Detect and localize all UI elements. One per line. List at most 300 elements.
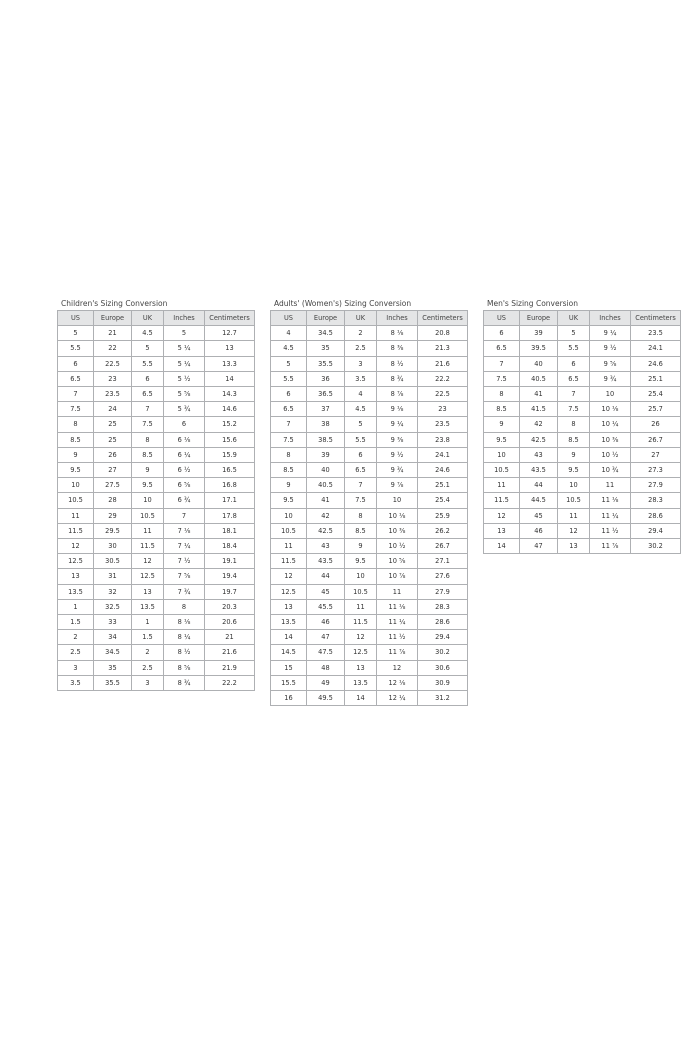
cell-europe: 43: [307, 539, 345, 554]
cell-us: 7: [484, 356, 520, 371]
cell-uk: 2: [345, 326, 377, 341]
cell-europe: 37: [307, 402, 345, 417]
cell-us: 13: [58, 569, 94, 584]
cell-inches: 11: [377, 584, 418, 599]
table-row: [58, 660, 255, 675]
cell-uk: 10: [132, 493, 164, 508]
table-row: [271, 554, 468, 569]
cell-uk: 3.5: [345, 371, 377, 386]
cell-uk: 7.5: [132, 417, 164, 432]
table-row: [58, 447, 255, 462]
cell-inches: 5 ½: [164, 371, 205, 386]
cell-us: 12: [271, 569, 307, 584]
cell-europe: 41.5: [520, 402, 558, 417]
table-row: [271, 630, 468, 645]
cell-us: 7: [58, 387, 94, 402]
cell-centimeters: 27.1: [418, 554, 468, 569]
table-row: [58, 554, 255, 569]
cell-inches: 11 ⅞: [590, 539, 631, 554]
cell-inches: 7 ¼: [164, 539, 205, 554]
cell-inches: 10 ⅛: [590, 402, 631, 417]
cell-uk: 7.5: [345, 493, 377, 508]
cell-uk: 12.5: [345, 645, 377, 660]
cell-europe: 34.5: [94, 645, 132, 660]
cell-europe: 40.5: [307, 478, 345, 493]
cell-us: 16: [271, 691, 307, 706]
cell-centimeters: 13.3: [205, 356, 255, 371]
cell-uk: 4: [345, 387, 377, 402]
table-row: [58, 463, 255, 478]
cell-us: 9: [271, 478, 307, 493]
cell-uk: 7: [345, 478, 377, 493]
cell-inches: 5 ⅝: [164, 387, 205, 402]
cell-centimeters: 28.6: [631, 508, 681, 523]
cell-europe: 41: [520, 387, 558, 402]
cell-inches: 11 ½: [590, 523, 631, 538]
cell-europe: 40: [307, 463, 345, 478]
table-header-row: [271, 311, 468, 326]
cell-uk: 5.5: [558, 341, 590, 356]
cell-inches: 12 ⅛: [377, 675, 418, 690]
cell-uk: 11: [345, 599, 377, 614]
cell-uk: 10.5: [558, 493, 590, 508]
cell-inches: 8 ⅞: [377, 387, 418, 402]
table-row: [58, 356, 255, 371]
cell-inches: 9 ⅜: [377, 432, 418, 447]
cell-inches: 9 ¼: [590, 326, 631, 341]
cell-europe: 21: [94, 326, 132, 341]
cell-europe: 42: [520, 417, 558, 432]
cell-europe: 38: [307, 417, 345, 432]
table-row: [271, 615, 468, 630]
column-header-europe: Europe: [520, 311, 558, 326]
cell-us: 8.5: [484, 402, 520, 417]
cell-inches: 9 ¾: [377, 463, 418, 478]
cell-uk: 13: [345, 660, 377, 675]
table-row: [58, 402, 255, 417]
cell-inches: 6 ¾: [164, 493, 205, 508]
cell-us: 13: [484, 523, 520, 538]
cell-inches: 6 ⅝: [164, 478, 205, 493]
cell-europe: 41: [307, 493, 345, 508]
cell-uk: 9: [558, 447, 590, 462]
cell-us: 14: [271, 630, 307, 645]
cell-centimeters: 16.8: [205, 478, 255, 493]
cell-centimeters: 23.8: [418, 432, 468, 447]
cell-inches: 6: [164, 417, 205, 432]
cell-us: 8: [484, 387, 520, 402]
table-row: [58, 478, 255, 493]
cell-centimeters: 14.3: [205, 387, 255, 402]
cell-centimeters: 18.1: [205, 523, 255, 538]
cell-centimeters: 27.9: [631, 478, 681, 493]
cell-centimeters: 21.6: [205, 645, 255, 660]
cell-europe: 44: [307, 569, 345, 584]
cell-europe: 30.5: [94, 554, 132, 569]
cell-inches: 7 ⅛: [164, 523, 205, 538]
cell-centimeters: 30.2: [418, 645, 468, 660]
cell-uk: 9: [132, 463, 164, 478]
cell-europe: 40: [520, 356, 558, 371]
column-header-us: US: [484, 311, 520, 326]
table-row: [484, 402, 681, 417]
cell-uk: 10: [558, 478, 590, 493]
cell-centimeters: 31.2: [418, 691, 468, 706]
cell-europe: 39: [307, 447, 345, 462]
cell-centimeters: 24.6: [631, 356, 681, 371]
cell-us: 7.5: [484, 371, 520, 386]
table-row: [271, 356, 468, 371]
table-row: [58, 341, 255, 356]
cell-inches: 11 ⅞: [377, 645, 418, 660]
table-row: [484, 478, 681, 493]
cell-us: 7: [271, 417, 307, 432]
cell-centimeters: 25.9: [418, 508, 468, 523]
cell-inches: 10 ¼: [590, 417, 631, 432]
cell-uk: 6.5: [558, 371, 590, 386]
mens-sizing-title: Men's Sizing Conversion: [487, 299, 579, 308]
cell-uk: 5: [132, 341, 164, 356]
cell-uk: 8: [558, 417, 590, 432]
cell-europe: 34.5: [307, 326, 345, 341]
cell-uk: 13: [132, 584, 164, 599]
table-row: [484, 432, 681, 447]
cell-uk: 8.5: [345, 523, 377, 538]
cell-europe: 29: [94, 508, 132, 523]
children-sizing-table: [57, 310, 255, 691]
cell-europe: 36: [307, 371, 345, 386]
cell-europe: 31: [94, 569, 132, 584]
table-row: [484, 417, 681, 432]
cell-centimeters: 20.3: [205, 599, 255, 614]
cell-uk: 14: [345, 691, 377, 706]
cell-centimeters: 21.6: [418, 356, 468, 371]
cell-europe: 35.5: [307, 356, 345, 371]
cell-us: 6: [58, 356, 94, 371]
cell-centimeters: 27.6: [418, 569, 468, 584]
cell-centimeters: 23.5: [631, 326, 681, 341]
table-row: [58, 599, 255, 614]
cell-inches: 10 ⅝: [377, 554, 418, 569]
cell-uk: 8.5: [558, 432, 590, 447]
cell-europe: 36.5: [307, 387, 345, 402]
cell-centimeters: 25.1: [418, 478, 468, 493]
cell-europe: 24: [94, 402, 132, 417]
mens-sizing-rows: [484, 326, 681, 554]
cell-centimeters: 21.3: [418, 341, 468, 356]
table-row: [58, 645, 255, 660]
table-row: [484, 326, 681, 341]
table-row: [271, 523, 468, 538]
cell-inches: 6 ¼: [164, 447, 205, 462]
cell-uk: 2: [132, 645, 164, 660]
cell-inches: 9 ¾: [590, 371, 631, 386]
cell-uk: 10: [345, 569, 377, 584]
table-row: [271, 387, 468, 402]
cell-europe: 44: [520, 478, 558, 493]
column-header-centimeters: Centimeters: [631, 311, 681, 326]
cell-uk: 12: [558, 523, 590, 538]
cell-us: 11: [484, 478, 520, 493]
cell-centimeters: 27: [631, 447, 681, 462]
table-row: [271, 691, 468, 706]
cell-uk: 13.5: [132, 599, 164, 614]
table-row: [271, 645, 468, 660]
table-row: [484, 371, 681, 386]
cell-us: 9: [484, 417, 520, 432]
cell-europe: 49: [307, 675, 345, 690]
cell-uk: 12: [132, 554, 164, 569]
cell-uk: 3: [345, 356, 377, 371]
cell-europe: 27: [94, 463, 132, 478]
table-row: [58, 387, 255, 402]
cell-uk: 1.5: [132, 630, 164, 645]
cell-centimeters: 28.3: [631, 493, 681, 508]
cell-inches: 9 ½: [377, 447, 418, 462]
column-header-europe: Europe: [307, 311, 345, 326]
table-header-row: [58, 311, 255, 326]
cell-us: 10: [271, 508, 307, 523]
mens-sizing-panel: [483, 298, 681, 554]
cell-inches: 8 ⅛: [164, 615, 205, 630]
table-row: [484, 523, 681, 538]
cell-uk: 8: [132, 432, 164, 447]
cell-us: 11.5: [484, 493, 520, 508]
cell-us: 1.5: [58, 615, 94, 630]
cell-uk: 11.5: [345, 615, 377, 630]
cell-inches: 8 ⅛: [377, 326, 418, 341]
cell-uk: 7.5: [558, 402, 590, 417]
cell-inches: 8 ¾: [164, 675, 205, 690]
cell-europe: 30: [94, 539, 132, 554]
table-row: [484, 341, 681, 356]
cell-europe: 32: [94, 584, 132, 599]
cell-inches: 9 ¼: [377, 417, 418, 432]
cell-centimeters: 23: [418, 402, 468, 417]
cell-inches: 8: [164, 599, 205, 614]
cell-uk: 11: [132, 523, 164, 538]
cell-centimeters: 26: [631, 417, 681, 432]
cell-europe: 49.5: [307, 691, 345, 706]
cell-inches: 12 ¼: [377, 691, 418, 706]
cell-inches: 7: [164, 508, 205, 523]
cell-centimeters: 19.4: [205, 569, 255, 584]
cell-centimeters: 15.9: [205, 447, 255, 462]
cell-inches: 6 ⅛: [164, 432, 205, 447]
cell-inches: 7 ½: [164, 554, 205, 569]
cell-europe: 34: [94, 630, 132, 645]
table-row: [271, 463, 468, 478]
table-row: [58, 675, 255, 690]
table-row: [484, 508, 681, 523]
cell-centimeters: 13: [205, 341, 255, 356]
cell-us: 8: [271, 447, 307, 462]
cell-inches: 11 ½: [377, 630, 418, 645]
cell-us: 5.5: [271, 371, 307, 386]
cell-us: 12.5: [271, 584, 307, 599]
cell-us: 3: [58, 660, 94, 675]
cell-inches: 9 ⅝: [590, 356, 631, 371]
cell-inches: 5 ¼: [164, 356, 205, 371]
table-row: [484, 463, 681, 478]
cell-us: 5.5: [58, 341, 94, 356]
cell-inches: 9 ½: [590, 341, 631, 356]
cell-centimeters: 24.1: [631, 341, 681, 356]
cell-us: 6.5: [484, 341, 520, 356]
children-sizing-title: Children's Sizing Conversion: [61, 299, 168, 308]
cell-uk: 8.5: [132, 447, 164, 462]
cell-us: 12.5: [58, 554, 94, 569]
cell-us: 9: [58, 447, 94, 462]
cell-centimeters: 30.2: [631, 539, 681, 554]
cell-centimeters: 16.5: [205, 463, 255, 478]
cell-centimeters: 15.6: [205, 432, 255, 447]
cell-centimeters: 20.8: [418, 326, 468, 341]
cell-uk: 9.5: [132, 478, 164, 493]
cell-us: 1: [58, 599, 94, 614]
cell-inches: 8 ¾: [377, 371, 418, 386]
cell-inches: 10 ½: [377, 539, 418, 554]
cell-inches: 7 ⅝: [164, 569, 205, 584]
cell-inches: 8 ⅝: [164, 660, 205, 675]
table-row: [271, 675, 468, 690]
table-row: [58, 569, 255, 584]
cell-uk: 6.5: [132, 387, 164, 402]
cell-inches: 10 ⅜: [590, 432, 631, 447]
cell-inches: 10 ⅜: [377, 523, 418, 538]
cell-uk: 5.5: [345, 432, 377, 447]
adults-womens-sizing-panel: [270, 298, 468, 706]
cell-us: 7.5: [58, 402, 94, 417]
cell-centimeters: 20.6: [205, 615, 255, 630]
cell-centimeters: 17.8: [205, 508, 255, 523]
cell-centimeters: 17.1: [205, 493, 255, 508]
table-header-row: [484, 311, 681, 326]
cell-us: 2: [58, 630, 94, 645]
cell-uk: 2.5: [345, 341, 377, 356]
cell-centimeters: 24.6: [418, 463, 468, 478]
cell-europe: 40.5: [520, 371, 558, 386]
table-row: [58, 508, 255, 523]
cell-us: 9.5: [271, 493, 307, 508]
cell-us: 5: [58, 326, 94, 341]
cell-uk: 4.5: [345, 402, 377, 417]
cell-centimeters: 27.3: [631, 463, 681, 478]
table-row: [58, 523, 255, 538]
cell-inches: 8 ½: [164, 645, 205, 660]
table-row: [271, 584, 468, 599]
cell-us: 6: [271, 387, 307, 402]
cell-us: 13.5: [271, 615, 307, 630]
cell-us: 10.5: [484, 463, 520, 478]
table-row: [271, 326, 468, 341]
table-row: [271, 660, 468, 675]
cell-centimeters: 21.9: [205, 660, 255, 675]
cell-inches: 10: [377, 493, 418, 508]
table-row: [271, 599, 468, 614]
cell-inches: 10 ¾: [590, 463, 631, 478]
cell-inches: 9 ⅛: [377, 402, 418, 417]
cell-europe: 33: [94, 615, 132, 630]
cell-inches: 11 ⅛: [590, 493, 631, 508]
cell-inches: 8 ⅜: [377, 341, 418, 356]
cell-centimeters: 15.2: [205, 417, 255, 432]
cell-uk: 7: [558, 387, 590, 402]
cell-europe: 22.5: [94, 356, 132, 371]
cell-centimeters: 14.6: [205, 402, 255, 417]
cell-europe: 45: [520, 508, 558, 523]
cell-us: 13.5: [58, 584, 94, 599]
cell-uk: 10.5: [132, 508, 164, 523]
cell-us: 9.5: [484, 432, 520, 447]
cell-us: 8.5: [271, 463, 307, 478]
cell-us: 11: [271, 539, 307, 554]
cell-inches: 7 ¾: [164, 584, 205, 599]
cell-uk: 1: [132, 615, 164, 630]
cell-europe: 43.5: [520, 463, 558, 478]
cell-us: 2.5: [58, 645, 94, 660]
cell-europe: 47: [307, 630, 345, 645]
cell-uk: 11.5: [132, 539, 164, 554]
cell-centimeters: 28.3: [418, 599, 468, 614]
cell-centimeters: 22.2: [418, 371, 468, 386]
table-row: [271, 447, 468, 462]
column-header-inches: Inches: [164, 311, 205, 326]
cell-uk: 9.5: [345, 554, 377, 569]
cell-europe: 23.5: [94, 387, 132, 402]
cell-uk: 5: [345, 417, 377, 432]
cell-us: 11.5: [58, 523, 94, 538]
table-row: [271, 402, 468, 417]
cell-us: 14: [484, 539, 520, 554]
table-row: [484, 539, 681, 554]
cell-us: 12: [484, 508, 520, 523]
cell-uk: 6: [558, 356, 590, 371]
table-row: [58, 615, 255, 630]
cell-inches: 11: [590, 478, 631, 493]
table-row: [271, 478, 468, 493]
cell-inches: 10 ⅛: [377, 508, 418, 523]
cell-centimeters: 22.2: [205, 675, 255, 690]
table-row: [271, 417, 468, 432]
cell-inches: 11 ¼: [590, 508, 631, 523]
cell-centimeters: 29.4: [418, 630, 468, 645]
table-row: [271, 539, 468, 554]
cell-inches: 12: [377, 660, 418, 675]
cell-inches: 11 ⅛: [377, 599, 418, 614]
cell-europe: 48: [307, 660, 345, 675]
cell-europe: 46: [520, 523, 558, 538]
cell-uk: 13: [558, 539, 590, 554]
column-header-centimeters: Centimeters: [418, 311, 468, 326]
cell-centimeters: 30.9: [418, 675, 468, 690]
cell-us: 5: [271, 356, 307, 371]
cell-us: 6.5: [271, 402, 307, 417]
children-sizing-rows: [58, 326, 255, 691]
cell-us: 10: [58, 478, 94, 493]
cell-uk: 3: [132, 675, 164, 690]
cell-centimeters: 26.7: [418, 539, 468, 554]
column-header-inches: Inches: [590, 311, 631, 326]
cell-europe: 42: [307, 508, 345, 523]
cell-europe: 38.5: [307, 432, 345, 447]
cell-centimeters: 23.5: [418, 417, 468, 432]
cell-europe: 43: [520, 447, 558, 462]
cell-inches: 10 ⅞: [377, 569, 418, 584]
table-row: [271, 341, 468, 356]
children-sizing-panel: [57, 298, 255, 691]
cell-inches: 8 ¼: [164, 630, 205, 645]
